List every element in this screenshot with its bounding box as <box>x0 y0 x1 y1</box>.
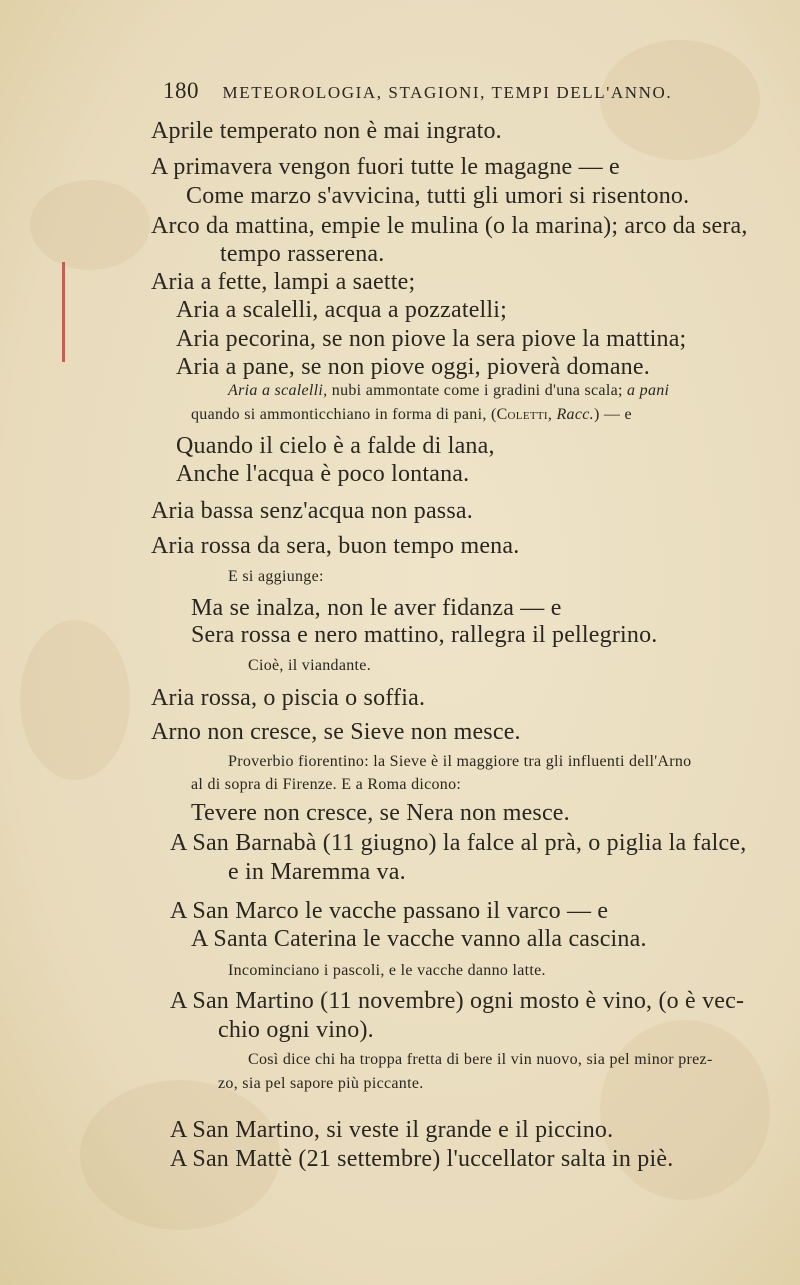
footnote-line: Così dice chi ha troppa fretta di bere il vin nuovo, sia pel minor prez- <box>248 1051 713 1068</box>
proverb-line: Aria rossa da sera, buon tempo mena. <box>151 533 520 559</box>
footnote-line: zo, sia pel sapore più piccante. <box>218 1075 424 1092</box>
proverb-line: Tevere non cresce, se Nera non mesce. <box>191 800 570 826</box>
note-text: ) — e <box>593 406 632 423</box>
proverb-line: Come marzo s'avvicina, tutti gli umori si risentono. <box>186 183 690 209</box>
running-title: METEOROLOGIA, STAGIONI, TEMPI DELL'ANNO. <box>222 83 673 102</box>
footnote-line: Proverbio fiorentino: la Sieve è il maggiore tra gli influenti dell'Arno <box>228 753 692 770</box>
paper-stain <box>30 180 150 270</box>
margin-mark <box>62 262 65 362</box>
proverb-line: Aria bassa senz'acqua non passa. <box>151 498 473 524</box>
proverb-line: Aria a fette, lampi a saette; <box>151 269 416 295</box>
footnote-line: Cioè, il viandante. <box>248 657 372 674</box>
proverb-line: chio ogni vino). <box>218 1017 374 1043</box>
note-text: , <box>547 406 557 423</box>
proverb-line: A primavera vengon fuori tutte le magagne — e <box>151 154 620 180</box>
note-work: Racc. <box>556 406 594 423</box>
footnote-line: E si aggiunge: <box>228 568 324 585</box>
proverb-line: Aria pecorina, se non piove la sera piove la mattina; <box>176 326 687 352</box>
running-header <box>163 78 672 104</box>
proverb-line: Anche l'acqua è poco lontana. <box>176 461 470 487</box>
note-text: quando si ammonticchiano in forma di pani, ( <box>191 406 497 423</box>
footnote-line: al di sopra di Firenze. E a Roma dicono: <box>191 776 462 793</box>
paper-stain <box>20 620 130 780</box>
footnote-line: Incominciano i pascoli, e le vacche danno latte. <box>228 962 546 979</box>
proverb-line: Arno non cresce, se Sieve non mesce. <box>151 719 521 745</box>
proverb-line: A San Martino, si veste il grande e il piccino. <box>170 1117 614 1143</box>
footnote-line <box>191 406 632 424</box>
paper-stain <box>600 1020 770 1200</box>
proverb-line: Aria rossa, o piscia o soffia. <box>151 685 426 711</box>
proverb-line: Arco da mattina, empie le mulina (o la marina); arco da sera, <box>151 213 748 239</box>
note-term: Aria a scalelli, <box>228 382 328 399</box>
note-text: nubi ammontate come i gradini d'una scala; <box>327 382 623 399</box>
proverb-line: A San Mattè (21 settembre) l'uccellator salta in piè. <box>170 1146 674 1172</box>
proverb-line: tempo rasserena. <box>220 241 385 267</box>
page-number: 180 <box>163 78 199 103</box>
proverb-line: Aria a scalelli, acqua a pozzatelli; <box>176 297 508 323</box>
note-author: Coletti <box>496 406 548 423</box>
proverb-line: A San Marco le vacche passano il varco — e <box>170 898 609 924</box>
proverb-line: Sera rossa e nero mattino, rallegra il pellegrino. <box>191 622 658 648</box>
proverb-line: A San Barnabà (11 giugno) la falce al prà, o piglia la falce, <box>170 830 747 856</box>
proverb-line: Aria a pane, se non piove oggi, pioverà domane. <box>176 354 650 380</box>
note-term: a pani <box>627 382 670 399</box>
proverb-line: e in Maremma va. <box>228 859 406 885</box>
proverb-line: Quando il cielo è a falde di lana, <box>176 433 495 459</box>
proverb-line: Ma se inalza, non le aver fidanza — e <box>191 595 562 621</box>
proverb-line: A Santa Caterina le vacche vanno alla cascina. <box>191 926 647 952</box>
proverb-line: A San Martino (11 novembre) ogni mosto è vino, (o è vec- <box>170 988 745 1014</box>
proverb-line: Aprile temperato non è mai ingrato. <box>151 118 502 144</box>
footnote-line <box>228 382 669 400</box>
